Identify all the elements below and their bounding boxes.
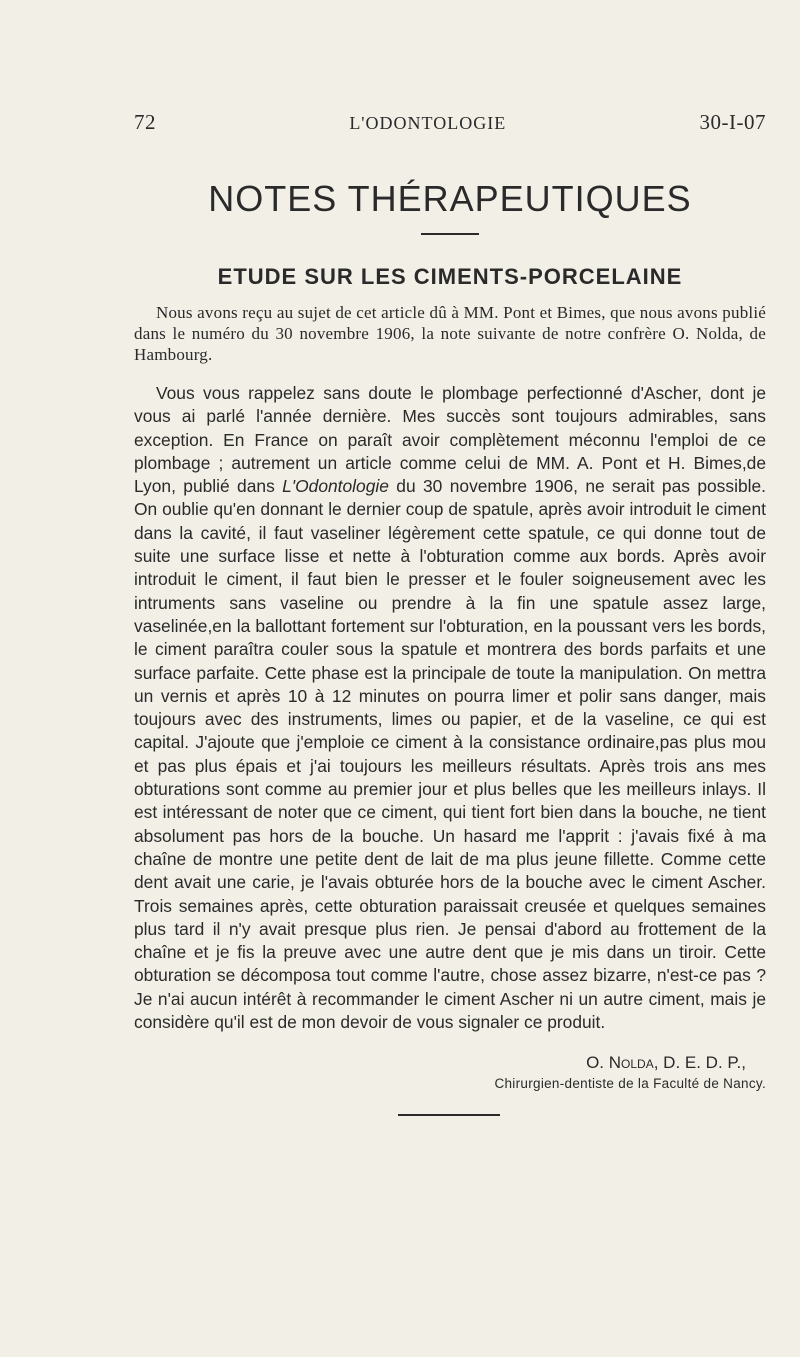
page-number: 72 bbox=[134, 110, 156, 134]
letter-body bbox=[134, 382, 766, 1034]
document-page bbox=[134, 110, 766, 1116]
letter-text-part2: du 30 novembre 1906, ne serait pas possible. On oublie qu'en donnant le dernier coup de spatule, après avoir introduit le ciment dans la cavité, il faut vaseliner légèrement cette spatule, ce qui donne tout de suite une surface lisse et nette à l'obturation comme aux bords. Après avoir introduit le ciment, il faut bien le presser et le fouler soigneusement avec les intruments sans vaseline ou prendre à la fin une spatule assez large, vaselinée,en la ballottant fortement sur l'obturation, en la poussant vers les bords, le ciment paraîtra couler sous la spatule et montrera des bords parfaits et une surface parfaite. Cette phase est la principale de toute la manipulation. On mettra un vernis et après 10 à 12 minutes on pourra limer et polir sans danger, mais toujours avec des instruments, limes ou papier, et de la vaseline, ce qui est capital. J'ajoute que j'emploie ce ciment à la consistance ordinaire,pas plus mou et pas plus épais et j'ai toujours les meilleurs résultats. Après trois ans mes obturations sont comme au premier jour et plus belles que les meilleurs inlays. Il est intéressant de noter que ce ciment, qui tient fort bien dans la bouche, ne tient absolument pas hors de la bouche. Un hasard me l'apprit : j'avais fixé à ma chaîne de montre une petite dent de lait de ma plus jeune fillette. Comme cette dent avait une carie, je l'avais obturée hors de la bouche avec le ciment Ascher. Trois semaines après, cette obturation paraissait creusée et quelques semaines plus tard il n'y avait presque plus rien. Je pensai d'abord au frottement de la chaîne et je fis la preuve avec une autre dent que je mis dans un tiroir. Cette obturation se décomposa tout comme l'autre, chose assez bizarre, n'est-ce pas ? Je n'ai aucun intérêt à recommander le ciment Ascher ni un autre ciment, mais je considère qu'il est de mon devoir de vous signaler ce produit. bbox=[134, 476, 766, 1033]
editorial-intro: Nous avons reçu au sujet de cet article dû à MM. Pont et Bimes, que nous avons publié dans le numéro du 30 novembre 1906, la note suivante de notre confrère O. Nolda, de Hambourg. bbox=[134, 303, 766, 364]
signature-title: D. E. D. P., bbox=[663, 1052, 746, 1072]
journal-title: L'ODONTOLOGIE bbox=[349, 113, 507, 133]
section-title: NOTES THÉRAPEUTIQUES bbox=[208, 178, 692, 219]
title-divider bbox=[421, 233, 479, 235]
issue-date: 30-I-07 bbox=[699, 110, 766, 134]
signature-initial: O. bbox=[586, 1052, 605, 1072]
signature-name: Nolda, bbox=[608, 1052, 659, 1072]
running-head bbox=[134, 110, 766, 144]
letter-text-part1: Vous vous rappelez sans doute le plombage perfectionné d'Ascher, dont je vous ai parlé l'année dernière. Mes succès sont toujours admirables, sans exception. En France on paraît avoir complètement méconnu l'emploi de ce plombage ; autrement un article comme celui de MM. A. Pont et H. Bimes,de Lyon, publié dans bbox=[134, 383, 766, 497]
journal-name-italic: L'Odontologie bbox=[282, 476, 389, 497]
author-affiliation: Chirurgien-dentiste de la Faculté de Nancy. bbox=[494, 1075, 766, 1091]
end-divider bbox=[398, 1114, 500, 1116]
signature bbox=[134, 1052, 766, 1074]
article-title: ETUDE SUR LES CIMENTS-PORCELAINE bbox=[217, 264, 683, 289]
